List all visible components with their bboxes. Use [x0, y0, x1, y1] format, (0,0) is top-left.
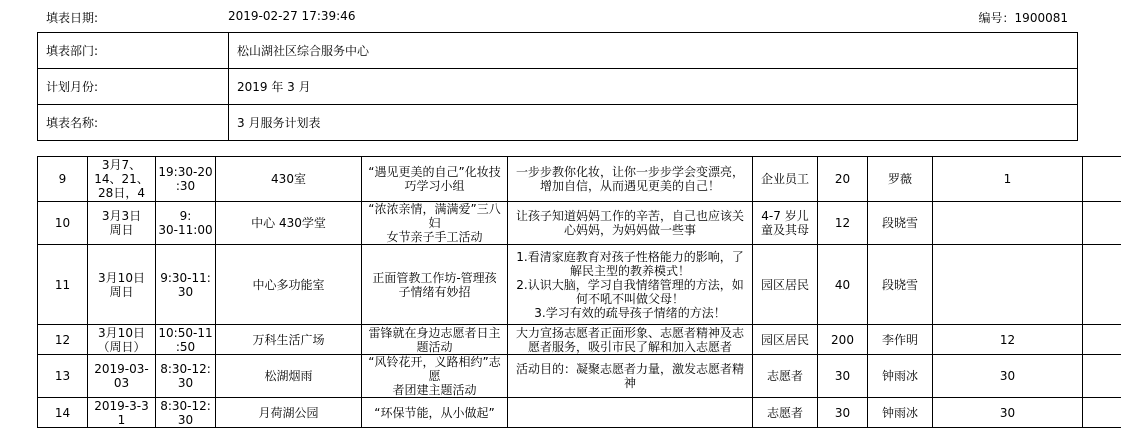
row-goal: 让孩子知道妈妈工作的辛苦，自己也应该关 心妈妈，为妈妈做一些事 — [508, 202, 753, 245]
row-number: 10 — [38, 202, 88, 245]
form-title-value: 3 月服务计划表 — [229, 105, 1078, 141]
row-date: 3月10日 （周日） — [88, 325, 156, 355]
row-count: 200 — [818, 325, 868, 355]
row-target: 企业员工 — [753, 157, 818, 202]
row-person: 李作明 — [868, 325, 933, 355]
row-extra: 30 — [933, 398, 1083, 428]
row-time: 8:30-12: 30 — [156, 398, 216, 428]
row-number: 13 — [38, 355, 88, 398]
row-count: 30 — [818, 355, 868, 398]
row-place: 月荷湖公园 — [216, 398, 362, 428]
row-activity: “浓浓亲情，满满爱”三八妇 女节亲子手工活动 — [362, 202, 508, 245]
row-time: 10:50-11 :50 — [156, 325, 216, 355]
row-goal — [508, 398, 753, 428]
row-goal: 一步步教你化妆，让你一步步学会变漂亮， 增加自信，从而遇见更美的自己！ — [508, 157, 753, 202]
row-target: 志愿者 — [753, 398, 818, 428]
row-date: 3月3日 周日 — [88, 202, 156, 245]
month-value: 2019 年 3 月 — [229, 69, 1078, 105]
row-person: 钟雨冰 — [868, 398, 933, 428]
row-number: 11 — [38, 245, 88, 325]
row-date: 3月10日 周日 — [88, 245, 156, 325]
table-row — [38, 202, 1121, 245]
table-row — [38, 325, 1121, 355]
row-count: 20 — [818, 157, 868, 202]
row-time: 9:30-11: 30 — [156, 245, 216, 325]
row-extra: 1 — [933, 157, 1083, 202]
row-target: 志愿者 — [753, 355, 818, 398]
row-person: 段晓雪 — [868, 202, 933, 245]
form-code: 编号：1900081 — [979, 9, 1068, 26]
table-row — [38, 355, 1121, 398]
row-blank — [1083, 245, 1121, 325]
month-label: 计划月份: — [38, 69, 229, 105]
department-label: 填表部门: — [38, 33, 229, 69]
row-activity: “遇见更美的自己”化妆技 巧学习小组 — [362, 157, 508, 202]
row-date: 3月7、 14、21、 28日，4 — [88, 157, 156, 202]
table-row — [38, 157, 1121, 202]
department-value: 松山湖社区综合服务中心 — [229, 33, 1078, 69]
row-person: 段晓雪 — [868, 245, 933, 325]
row-target: 4-7 岁儿 童及其母 — [753, 202, 818, 245]
row-person: 罗薇 — [868, 157, 933, 202]
row-activity: “环保节能，从小做起” — [362, 398, 508, 428]
row-time: 9: 30-11:00 — [156, 202, 216, 245]
row-extra — [933, 202, 1083, 245]
table-row — [38, 245, 1121, 325]
info-row-department — [38, 33, 1078, 69]
row-number: 14 — [38, 398, 88, 428]
row-blank — [1083, 325, 1121, 355]
row-person: 钟雨冰 — [868, 355, 933, 398]
row-place: 万科生活广场 — [216, 325, 362, 355]
row-time: 8:30-12: 30 — [156, 355, 216, 398]
row-date: 2019-3-3 1 — [88, 398, 156, 428]
row-date: 2019-03- 03 — [88, 355, 156, 398]
row-goal: 1.看清家庭教育对孩子性格能力的影响，了 解民主型的教养模式！ 2.认识大脑，学习自我情绪管理的方法，如 何不吼不叫做父母！ 3.学习有效的疏导孩子情绪的方法！ — [508, 245, 753, 325]
row-activity: “风铃花开，义路相约”志愿 者团建主题活动 — [362, 355, 508, 398]
row-count: 12 — [818, 202, 868, 245]
row-number: 9 — [38, 157, 88, 202]
row-blank — [1083, 157, 1121, 202]
row-place: 松湖烟雨 — [216, 355, 362, 398]
date-value: 2019-02-27 17:39:46 — [228, 9, 355, 23]
form-title-label: 填表名称: — [38, 105, 229, 141]
date-label: 填表日期: — [46, 9, 98, 26]
row-goal: 活动目的：凝聚志愿者力量，激发志愿者精 神 — [508, 355, 753, 398]
row-place: 中心 430学堂 — [216, 202, 362, 245]
row-place: 430室 — [216, 157, 362, 202]
row-time: 19:30-20 :30 — [156, 157, 216, 202]
row-activity: 雷锋就在身边志愿者日主 题活动 — [362, 325, 508, 355]
row-extra: 12 — [933, 325, 1083, 355]
row-target: 园区居民 — [753, 325, 818, 355]
row-blank — [1083, 355, 1121, 398]
row-extra — [933, 245, 1083, 325]
info-row-title — [38, 105, 1078, 141]
row-activity: 正面管教工作坊-管理孩 子情绪有妙招 — [362, 245, 508, 325]
info-row-month — [38, 69, 1078, 105]
info-table — [37, 32, 1078, 141]
row-count: 30 — [818, 398, 868, 428]
row-blank — [1083, 202, 1121, 245]
form-header — [0, 0, 1121, 32]
table-row — [38, 398, 1121, 428]
row-extra: 30 — [933, 355, 1083, 398]
row-number: 12 — [38, 325, 88, 355]
plan-table — [37, 156, 1121, 428]
row-place: 中心多功能室 — [216, 245, 362, 325]
row-goal: 大力宣扬志愿者正面形象、志愿者精神及志 愿者服务，吸引市民了解和加入志愿者 — [508, 325, 753, 355]
row-count: 40 — [818, 245, 868, 325]
row-target: 园区居民 — [753, 245, 818, 325]
row-blank — [1083, 398, 1121, 428]
